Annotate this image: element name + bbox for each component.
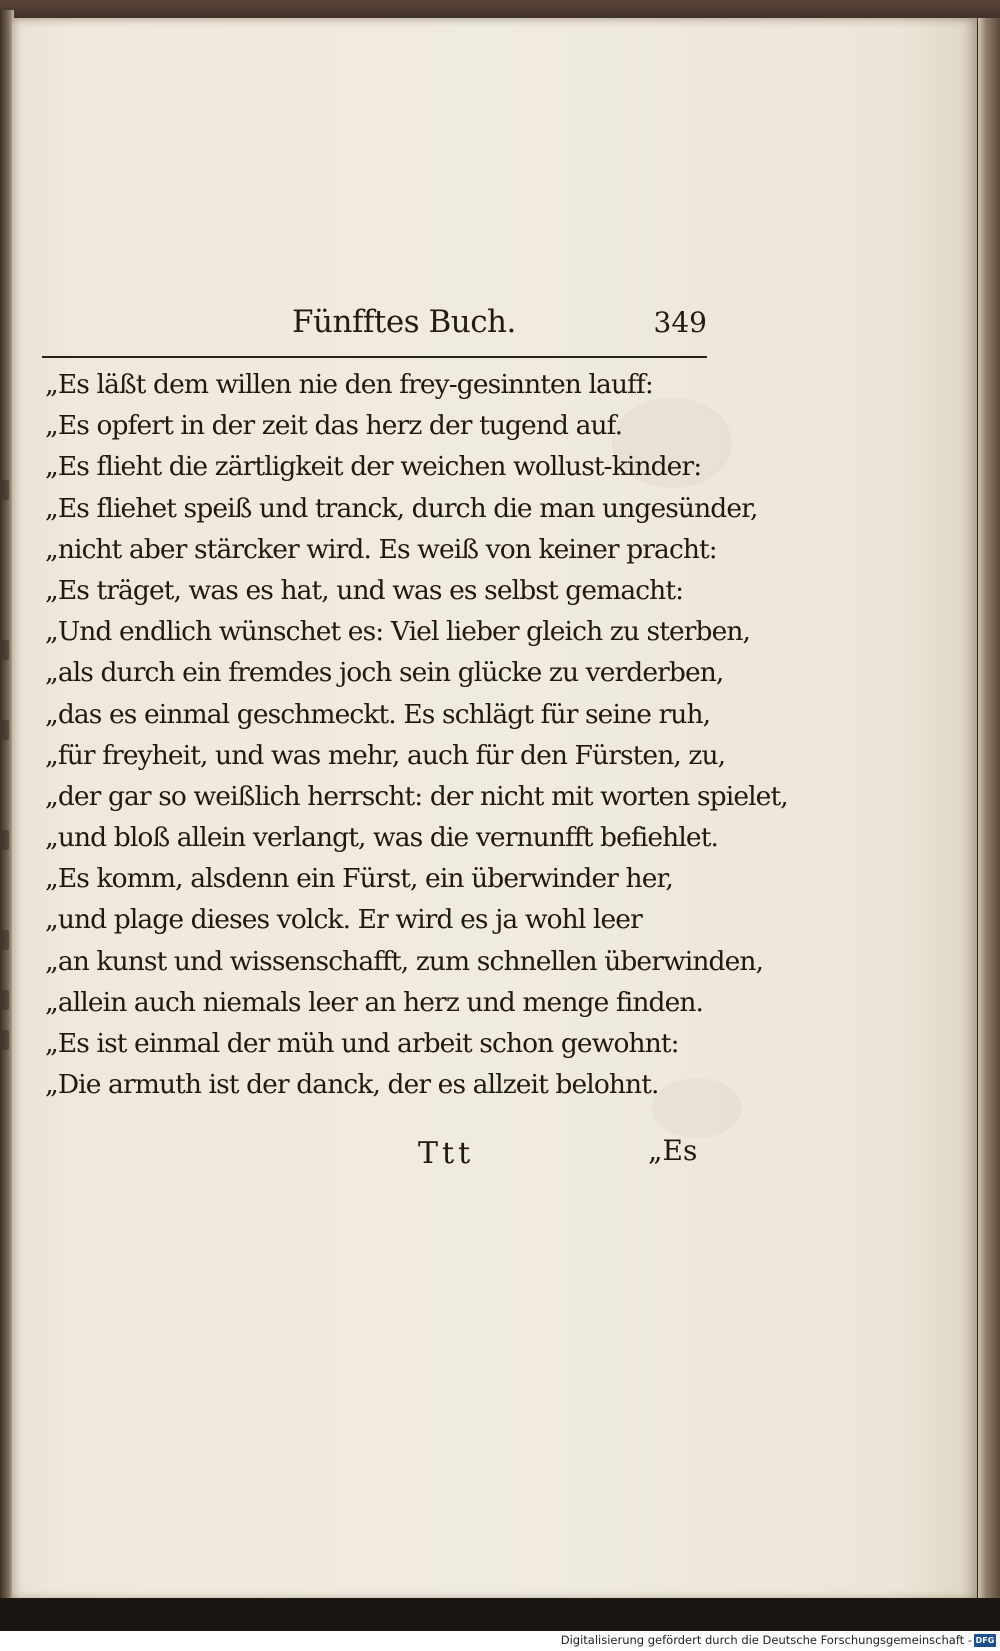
running-title: Fünfftes Buch.	[292, 304, 516, 340]
verse-line: „der gar so weißlich herrscht: der nicht mit worten spielet,	[45, 780, 788, 812]
verse-line: „nicht aber stärcker wird. Es weiß von keiner pracht:	[45, 533, 717, 565]
page-header	[42, 304, 707, 344]
verse-line: „und plage dieses volck. Er wird es ja wohl leer	[45, 904, 642, 936]
verse-line: „an kunst und wissenschafft, zum schnellen überwinden,	[45, 945, 764, 977]
catchword: „Es	[648, 1134, 698, 1167]
verse-line: „Es opfert in der zeit das herz der tugend auf.	[45, 410, 623, 442]
verse-line: „als durch ein fremdes joch sein glücke zu verderben,	[45, 657, 724, 689]
verse-line: „Es flieht die zärtligkeit der weichen wollust-kinder:	[45, 451, 702, 483]
scan-bottom-edge	[0, 1598, 1000, 1631]
page-number: 349	[653, 306, 707, 339]
facing-page-bleed	[0, 470, 12, 1110]
scan-footer	[0, 1631, 1000, 1651]
book-right-edge	[978, 18, 1000, 1600]
verse-block	[45, 364, 788, 1105]
verse-line: „das es einmal geschmeckt. Es schlägt für seine ruh,	[45, 698, 711, 730]
verse-line: „allein auch niemals leer an herz und menge finden.	[45, 986, 704, 1018]
verse-line: „Es ist einmal der müh und arbeit schon gewohnt:	[45, 1028, 679, 1059]
verse-line: „Die armuth ist der danck, der es allzeit belohnt.	[45, 1069, 659, 1101]
verse-line: „für freyheit, und was mehr, auch für den Fürsten, zu,	[45, 739, 726, 771]
verse-line: „und bloß allein verlangt, was die vernunfft befiehlet.	[45, 822, 718, 854]
signature-mark: Ttt	[418, 1136, 475, 1171]
verse-line: „Es träget, was es hat, und was es selbst gemacht:	[45, 574, 684, 606]
verse-line: „Und endlich wünschet es: Viel lieber gleich zu sterben,	[45, 616, 751, 648]
funding-note: Digitalisierung gefördert durch die Deutsche Forschungsgemeinschaft -	[560, 1633, 972, 1647]
verse-line: „Es fliehet speiß und tranck, durch die man ungesünder,	[45, 492, 758, 524]
header-rule	[42, 356, 707, 358]
verse-line: „Es läßt dem willen nie den frey-gesinnten lauff:	[45, 369, 653, 400]
dfg-logo-icon: DFG	[975, 1636, 995, 1645]
verse-line: „Es komm, alsdenn ein Fürst, ein überwinder her,	[45, 863, 673, 895]
